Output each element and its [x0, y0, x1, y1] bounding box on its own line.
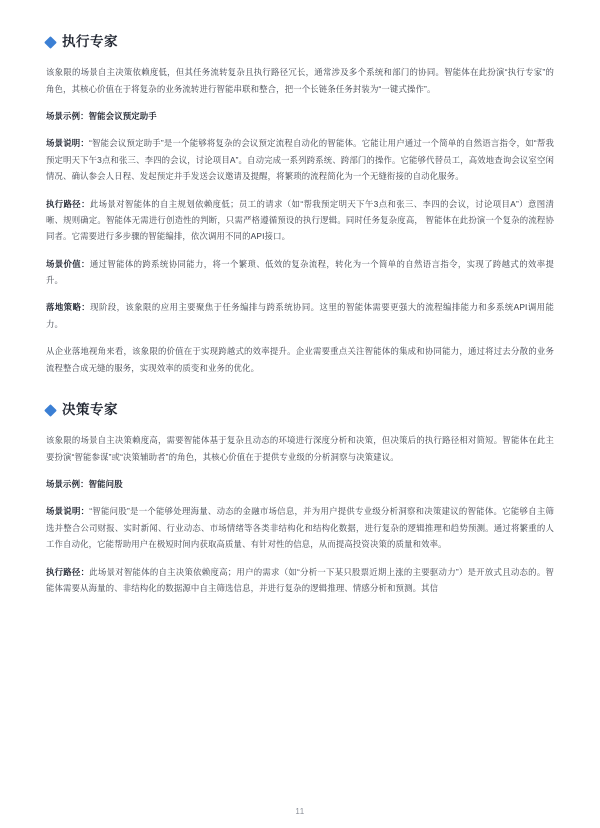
paragraph-scenario-description: [46, 135, 554, 184]
paragraph-text: 该象限的场景自主决策赖度高，需要智能体基于复杂且动态的环境进行深度分析和决策，但决策后的执行路径相对简短。智能体在此主要扮演“智能参谋”或“决策辅助者”的角色，其核心价值在于提供专业级的分析洞察与决策建议。: [46, 435, 554, 462]
paragraph-label: 场景示例：: [46, 479, 89, 490]
paragraph-text: “智能会议预定助手”是一个能够将复杂的会议预定流程自动化的智能体。它能让用户通过一个简单的自然语言指令，如“帮我预定明天下午3点和张三、李四的会议，讨论项目A”。自动完成一系列跨系统、跨部门的操作。它能够代替员工，高效地查询会议室空闲情况、确认参会人日程、发起预定并手发送会议邀请及提醒，将繁琐的流程简化为一个无缝衔接的自动化服务。: [46, 138, 555, 182]
paragraph-scenario-description: [46, 503, 554, 552]
paragraph-intro: [46, 432, 554, 465]
paragraph-scenario-example: [46, 476, 554, 492]
paragraph-label: 执行路径：: [46, 198, 90, 209]
paragraph-scenario-value: [46, 256, 554, 289]
paragraph-label: 落地策略：: [46, 302, 91, 313]
paragraph-label: 场景说明：: [46, 506, 90, 517]
diamond-bullet-icon: [44, 404, 57, 417]
paragraph-text: 此场景对智能体的自主规划依赖度低；员工的请求（如“帮我预定明天下午3点和张三、李四的会议，讨论项目A”）意图清晰、规则确定。智能体无需进行创造性的判断，只需严格遵循预设的执行逻辑。同时任务复杂度高， 智能体在此扮演一个复杂的流程协同者。它需要进行多步骤的智能编排，依次调用不同的API接口。: [46, 198, 555, 242]
paragraph-text: “智能问股”是一个能够处理海量、动态的金融市场信息，并为用户提供专业级分析洞察和决策建议的智能体。它能够自主筛选并整合公司财报、实时新闻、行业动态、市场情绪等各类非结构化和结构化数据，进行复杂的逻辑推理和趋势预测。通过将繁重的人工作自动化，它能帮助用户在极短时间内获取高质量、有针对性的信息，从而提高投资决策的质量和效率。: [46, 506, 555, 550]
paragraph-text: 智能问股: [88, 479, 123, 490]
paragraph-scenario-example: [46, 108, 554, 124]
paragraph-label: 执行路径：: [46, 566, 90, 577]
paragraph-intro: [46, 64, 554, 97]
paragraph-text: 该象限的场景自主决策依赖度低，但其任务流转复杂且执行路径冗长，通常涉及多个系统和部门的协同。智能体在此扮演“执行专家”的角色，其核心价值在于将复杂的业务流转进行智能串联和整合，把一个长链条任务封装为“一键式操作”。: [46, 67, 554, 94]
section-title: 决策专家: [62, 402, 118, 418]
paragraph-execution-path: [46, 196, 554, 245]
paragraph-enterprise-view: [46, 343, 554, 376]
paragraph-execution-path: [46, 564, 554, 597]
paragraph-text: 现阶段，该象限的应用主要聚焦于任务编排与跨系统协同。这里的智能体需要更强大的流程编排能力和多系统API调用能力。: [46, 302, 554, 329]
paragraph-text: 从企业落地视角来看，该象限的价值在于实现跨越式的效率提升。企业需要重点关注智能体的集成和协同能力，通过将过去分散的业务流程整合成无缝的服务，实现效率的质变和业务的优化。: [46, 346, 554, 373]
paragraph-text: 智能会议预定助手: [88, 110, 157, 121]
paragraph-label: 场景价值：: [46, 258, 90, 269]
section-title: 执行专家: [62, 34, 118, 49]
section-heading-execution-expert: [46, 34, 554, 50]
section-heading-decision-expert: [46, 402, 554, 418]
page-number: 11: [295, 807, 305, 816]
paragraph-label: 场景说明：: [46, 138, 90, 149]
paragraph-text: 通过智能体的跨系统协同能力，将一个繁琐、低效的复杂流程，转化为一个简单的自然语言指令，实现了跨越式的效率提升。: [46, 258, 555, 286]
paragraph-landing-strategy: [46, 299, 554, 332]
paragraph-label: 场景示例：: [46, 110, 89, 121]
paragraph-text: 此场景对智能体的自主决策依赖度高；用户的需求（如“分析一下某只股票近期上涨的主要驱动力”）是开放式且动态的。智能体需要从海量的、非结构化的数据源中自主筛选信息，并进行复杂的逻辑推理、情感分析和预测。其信: [46, 566, 555, 593]
diamond-bullet-icon: [44, 36, 57, 49]
